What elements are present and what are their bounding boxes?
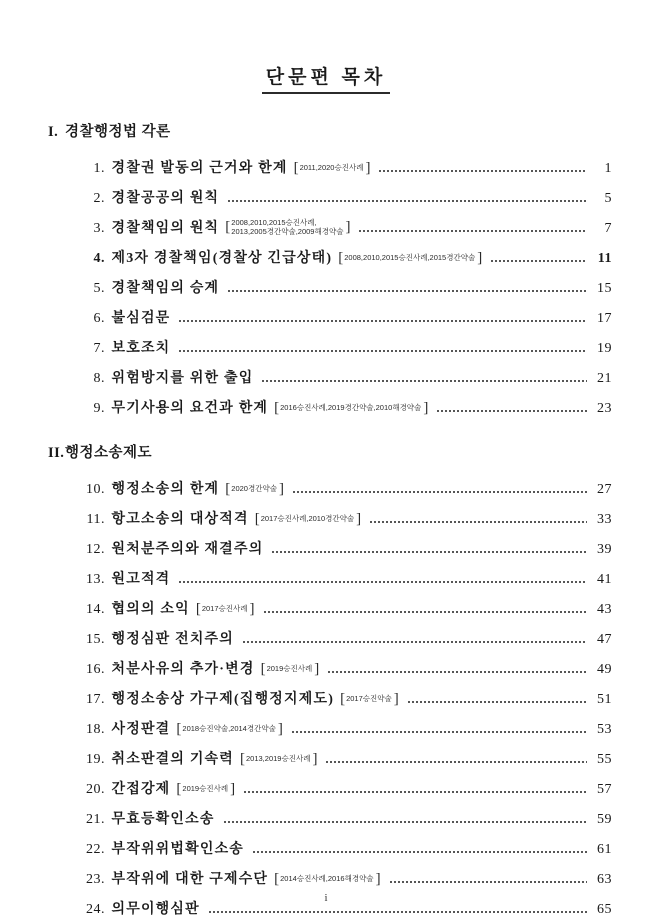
- toc-entry-exam-tag: [176, 782, 235, 797]
- toc-entry-title: 무효등확인소송: [111, 812, 215, 827]
- toc-entry-page-number: 33: [597, 512, 612, 527]
- toc-entry-number-dot: .: [101, 842, 105, 857]
- toc-entry-exam-tag-lines: [231, 219, 343, 236]
- toc-entry-exam-tag: [176, 722, 282, 737]
- toc-leader-dots: [378, 165, 587, 173]
- toc-entry-exam-tag-lines: [280, 875, 373, 883]
- toc-leader-dots: [223, 816, 587, 824]
- toc-leader-dots: [242, 636, 587, 644]
- toc-entry-page-number: 39: [597, 542, 612, 557]
- toc-entry-number-dot: .: [101, 161, 105, 176]
- toc-entry-number-dot: .: [101, 251, 105, 266]
- toc-entry-number-dot: .: [101, 902, 105, 917]
- toc-entry-exam-tag-lines: [182, 785, 228, 793]
- toc-leader-dots: [389, 876, 587, 884]
- toc-entry-page-number: 7: [604, 221, 612, 236]
- bracket-open-icon: [: [254, 511, 260, 527]
- toc-entry-number-dot: .: [101, 602, 105, 617]
- toc-entry-title: 행정소송의 한계: [111, 482, 220, 497]
- toc-entry-number-dot: .: [101, 542, 105, 557]
- toc-entry[interactable]: [74, 177, 612, 207]
- toc-entry-title: 경찰책임의 승계: [111, 281, 220, 296]
- toc-entry-page-number: 15: [597, 281, 612, 296]
- toc-entry[interactable]: [74, 297, 612, 327]
- toc-entry[interactable]: [74, 327, 612, 357]
- section-heading: [48, 120, 612, 141]
- toc-entry-number: 16: [86, 662, 101, 677]
- bracket-open-icon: [: [225, 219, 231, 236]
- bracket-close-icon: ]: [345, 219, 351, 236]
- toc-entry-number-dot: .: [101, 662, 105, 677]
- toc-entry-number: 1: [93, 161, 101, 176]
- toc-entry-page-number: 57: [597, 782, 612, 797]
- toc-entry-exam-tag-line: 2016승진사례,2019경간약술,2010해경약술: [280, 403, 422, 413]
- toc-leader-dots: [407, 696, 587, 704]
- toc-entry-number-dot: .: [101, 341, 105, 356]
- toc-entry-number: 19: [86, 752, 101, 767]
- toc-entry-number: 10: [86, 482, 101, 497]
- toc-entry-exam-tag-line: 2017승진약술: [346, 694, 392, 704]
- toc-entry-title: 경찰권 발동의 근거와 한계: [111, 161, 288, 176]
- toc-entry[interactable]: [74, 387, 612, 417]
- toc-entry-number: 7: [93, 341, 101, 356]
- toc-entry-number-dot: .: [101, 371, 105, 386]
- toc-entry[interactable]: [74, 738, 612, 768]
- toc-entry[interactable]: [74, 558, 612, 588]
- bracket-open-icon: [: [293, 160, 299, 176]
- toc-entry-exam-tag-lines: [346, 695, 392, 703]
- toc-entry-number-dot: .: [101, 482, 105, 497]
- toc-entry-exam-tag-lines: [246, 755, 310, 763]
- toc-leader-dots: [178, 315, 587, 323]
- toc-entry-page-number: 17: [597, 311, 612, 326]
- toc-entry-title: 원처분주의와 재결주의: [111, 542, 264, 557]
- toc-entry-title: 부작위에 대한 구제수단: [111, 872, 269, 887]
- toc-entry-exam-tag: [261, 662, 320, 677]
- toc-entry-page-number: 49: [597, 662, 612, 677]
- toc-entry[interactable]: [74, 237, 612, 267]
- toc-entry[interactable]: [74, 498, 612, 528]
- toc-leader-dots: [490, 255, 587, 263]
- toc-entry[interactable]: [74, 648, 612, 678]
- toc-entry-exam-tag: [340, 692, 399, 707]
- toc-entry-exam-tag-line: 2014승진사례,2016해경약술: [280, 874, 374, 884]
- toc-entry-page-number: 53: [597, 722, 612, 737]
- toc-entry-page-number: 59: [597, 812, 612, 827]
- toc-entry-number: 11: [86, 512, 101, 527]
- toc-entry-title: 경찰공공의 원칙: [111, 191, 220, 206]
- toc-leader-dots: [369, 516, 587, 524]
- toc-entry-number-dot: .: [101, 401, 105, 416]
- bracket-open-icon: [: [274, 400, 280, 416]
- bracket-open-icon: [: [260, 661, 266, 677]
- toc-entry-title: 불심검문: [111, 311, 171, 326]
- toc-entry-number: 2: [93, 191, 101, 206]
- toc-entry-exam-tag: [196, 602, 255, 617]
- toc-entry-title: 행정소송상 가구제(집행정지제도): [111, 692, 335, 707]
- toc-entry-number: 23: [86, 872, 101, 887]
- toc-entry-exam-tag-lines: [261, 515, 354, 523]
- toc-entry-number: 21: [86, 812, 101, 827]
- toc-entry[interactable]: [74, 528, 612, 558]
- toc-entry-title: 무기사용의 요건과 한계: [111, 401, 269, 416]
- toc-entry-number-dot: .: [101, 752, 105, 767]
- bracket-open-icon: [: [225, 481, 231, 497]
- toc-entry-number-dot: .: [101, 812, 105, 827]
- toc-entry-exam-tag-line: 2008,2010,2015승진사례,: [231, 218, 317, 228]
- toc-entry-exam-tag-lines: [280, 404, 421, 412]
- toc-entry-page-number: 61: [597, 842, 612, 857]
- toc-entry-number-dot: .: [101, 782, 105, 797]
- section-heading: [48, 441, 612, 462]
- toc-entry-exam-tag-line: 2019승진사례: [266, 664, 313, 674]
- toc-entry-number: 6: [93, 311, 101, 326]
- toc-entry-title: 부작위위법확인소송: [111, 842, 245, 857]
- toc-entry-title: 취소판결의 기속력: [111, 752, 234, 767]
- bracket-close-icon: ]: [477, 250, 483, 266]
- toc-leader-dots: [327, 666, 587, 674]
- toc-entry[interactable]: [74, 858, 612, 888]
- toc-leader-dots: [263, 606, 588, 614]
- toc-entry-title: 제3자 경찰책임(경찰상 긴급상태): [111, 251, 333, 266]
- toc-entry-number-dot: .: [101, 722, 105, 737]
- toc-entry-exam-tag-lines: [202, 605, 248, 613]
- toc-entry[interactable]: [74, 357, 612, 387]
- toc-entry-title: 보호조치: [111, 341, 171, 356]
- toc-entry-exam-tag: [225, 219, 350, 236]
- toc-entry-number: 8: [93, 371, 101, 386]
- toc-leader-dots: [178, 576, 587, 584]
- toc-entry-title: 행정심판 전치주의: [111, 632, 234, 647]
- toc-entry-number: 12: [86, 542, 101, 557]
- toc-entry-title: 원고적격: [111, 572, 171, 587]
- toc-entry-title: 경찰책임의 원칙: [111, 221, 220, 236]
- toc-leader-dots: [325, 756, 587, 764]
- toc-leader-dots: [271, 546, 587, 554]
- toc-entry-exam-tag: [338, 251, 482, 266]
- toc-leader-dots: [436, 405, 587, 413]
- toc-entry-number: 4: [93, 251, 101, 266]
- toc-entry-title: 위험방지를 위한 출입: [111, 371, 254, 386]
- toc-entry-page-number: 55: [597, 752, 612, 767]
- toc-entry-number-dot: .: [101, 572, 105, 587]
- section-roman-numeral: II.: [48, 445, 65, 461]
- table-of-contents: [0, 120, 652, 918]
- toc-entry-page-number: 47: [597, 632, 612, 647]
- footer-page-number: i: [324, 892, 328, 904]
- bracket-close-icon: ]: [375, 871, 381, 887]
- toc-entry-page-number: 23: [597, 401, 612, 416]
- toc-leader-dots: [358, 225, 587, 233]
- toc-leader-dots: [243, 786, 587, 794]
- bracket-open-icon: [: [338, 250, 344, 266]
- toc-entry-title: 항고소송의 대상적격: [111, 512, 249, 527]
- toc-entry[interactable]: [74, 468, 612, 498]
- toc-entry-page-number: 43: [597, 602, 612, 617]
- toc-entry-number: 20: [86, 782, 101, 797]
- toc-entry-exam-tag-lines: [182, 725, 275, 733]
- toc-entry-number: 18: [86, 722, 101, 737]
- bracket-close-icon: ]: [249, 601, 255, 617]
- toc-entry-title: 간접강제: [111, 782, 171, 797]
- toc-entry-title: 사정판결: [111, 722, 171, 737]
- toc-entry-exam-tag-lines: [344, 254, 475, 262]
- toc-entry-number: 15: [86, 632, 101, 647]
- bracket-open-icon: [: [176, 721, 182, 737]
- toc-entry-page-number: 65: [597, 902, 612, 917]
- toc-leader-dots: [178, 345, 587, 353]
- bracket-close-icon: ]: [365, 160, 371, 176]
- toc-section: [48, 441, 612, 918]
- toc-entry-number: 5: [93, 281, 101, 296]
- toc-entry-exam-tag: [274, 401, 428, 416]
- toc-leader-dots: [291, 726, 587, 734]
- toc-entry-exam-tag-line: 2017승진사례: [201, 604, 248, 614]
- bracket-open-icon: [: [176, 781, 182, 797]
- toc-section: [48, 120, 612, 417]
- toc-entry-exam-tag-line: 2011,2020승진사례: [299, 163, 364, 173]
- bracket-close-icon: ]: [312, 751, 318, 767]
- section-heading-label: 경찰행정법 각론: [65, 124, 171, 140]
- toc-entry-number-dot: .: [101, 221, 105, 236]
- toc-entry[interactable]: [74, 798, 612, 828]
- toc-entry[interactable]: [74, 678, 612, 708]
- toc-entry-page-number: 27: [597, 482, 612, 497]
- bracket-close-icon: ]: [423, 400, 429, 416]
- toc-entry-title: 처분사유의 추가·변경: [111, 662, 255, 677]
- toc-entry-number-dot: .: [101, 872, 105, 887]
- toc-entry-exam-tag: [240, 752, 317, 767]
- toc-entry-page-number: 11: [597, 251, 612, 266]
- toc-entry[interactable]: [74, 588, 612, 618]
- toc-entry-number: 24: [86, 902, 101, 917]
- toc-leader-dots: [208, 906, 587, 914]
- toc-entry[interactable]: [74, 207, 612, 237]
- toc-entry-page-number: 5: [604, 191, 612, 206]
- toc-entry-exam-tag: [255, 512, 361, 527]
- toc-entry[interactable]: [74, 147, 612, 177]
- bracket-close-icon: ]: [393, 691, 399, 707]
- toc-entry-title: 의무이행심판: [111, 902, 200, 917]
- toc-entry-page-number: 63: [597, 872, 612, 887]
- toc-leader-dots: [292, 486, 587, 494]
- toc-entry-title: 협의의 소익: [111, 602, 190, 617]
- bracket-close-icon: ]: [278, 481, 284, 497]
- toc-entry-page-number: 51: [597, 692, 612, 707]
- toc-entry-exam-tag: [225, 482, 284, 497]
- toc-entry-page-number: 21: [597, 371, 612, 386]
- document-title-container: [0, 0, 652, 94]
- toc-leader-dots: [227, 195, 587, 203]
- toc-entry[interactable]: [74, 768, 612, 798]
- toc-leader-dots: [252, 846, 587, 854]
- bracket-close-icon: ]: [230, 781, 236, 797]
- bracket-open-icon: [: [240, 751, 245, 767]
- toc-entry-exam-tag-lines: [231, 485, 277, 493]
- toc-entry-exam-tag-line: 2018승진약술,2014경간약술: [182, 724, 276, 734]
- toc-entry-number-dot: .: [101, 311, 105, 326]
- toc-entry-page-number: 1: [604, 161, 612, 176]
- toc-entry-number: 9: [93, 401, 101, 416]
- toc-entry-exam-tag: [274, 872, 380, 887]
- section-roman-numeral: I.: [48, 124, 59, 140]
- bracket-open-icon: [: [195, 601, 201, 617]
- toc-entry-number: 17: [86, 692, 101, 707]
- bracket-close-icon: ]: [356, 511, 362, 527]
- toc-entry[interactable]: [74, 708, 612, 738]
- toc-leader-dots: [227, 285, 587, 293]
- toc-entry-number: 13: [86, 572, 101, 587]
- toc-entry-number-dot: .: [101, 281, 105, 296]
- bracket-open-icon: [: [274, 871, 280, 887]
- page-title: 단문편 목차: [262, 62, 391, 94]
- toc-entry-exam-tag-lines: [267, 665, 313, 673]
- toc-entry-exam-tag-lines: [300, 164, 364, 172]
- toc-entry-number: 3: [93, 221, 101, 236]
- toc-entry-number: 14: [86, 602, 101, 617]
- toc-entry-number-dot: .: [101, 512, 105, 527]
- toc-entry[interactable]: [74, 828, 612, 858]
- toc-entry-number: 22: [86, 842, 101, 857]
- toc-entry-number-dot: .: [101, 632, 105, 647]
- toc-entry-page-number: 19: [597, 341, 612, 356]
- toc-entry-exam-tag-line: 2020경간약술: [231, 484, 277, 494]
- bracket-close-icon: ]: [314, 661, 320, 677]
- bracket-open-icon: [: [340, 691, 346, 707]
- toc-entry-exam-tag-line: 2013,2005경간약술,2009해경약술: [231, 226, 344, 236]
- bracket-close-icon: ]: [277, 721, 283, 737]
- toc-entry-number-dot: .: [101, 191, 105, 206]
- toc-entry-page-number: 41: [597, 572, 612, 587]
- section-heading-label: 행정소송제도: [65, 445, 153, 461]
- toc-entry-exam-tag-line: 2013,2019승진사례: [246, 754, 311, 764]
- toc-entry[interactable]: [74, 618, 612, 648]
- toc-entry-exam-tag: [294, 161, 371, 176]
- toc-entry-exam-tag-line: 2008,2010,2015승진사례,2015경간약술: [344, 253, 476, 263]
- toc-leader-dots: [261, 375, 587, 383]
- toc-entry-number-dot: .: [101, 692, 105, 707]
- toc-entry-exam-tag-line: 2019승진사례: [182, 784, 229, 794]
- toc-entry[interactable]: [74, 267, 612, 297]
- toc-entry-exam-tag-line: 2017승진사례,2010경간약술: [260, 514, 355, 524]
